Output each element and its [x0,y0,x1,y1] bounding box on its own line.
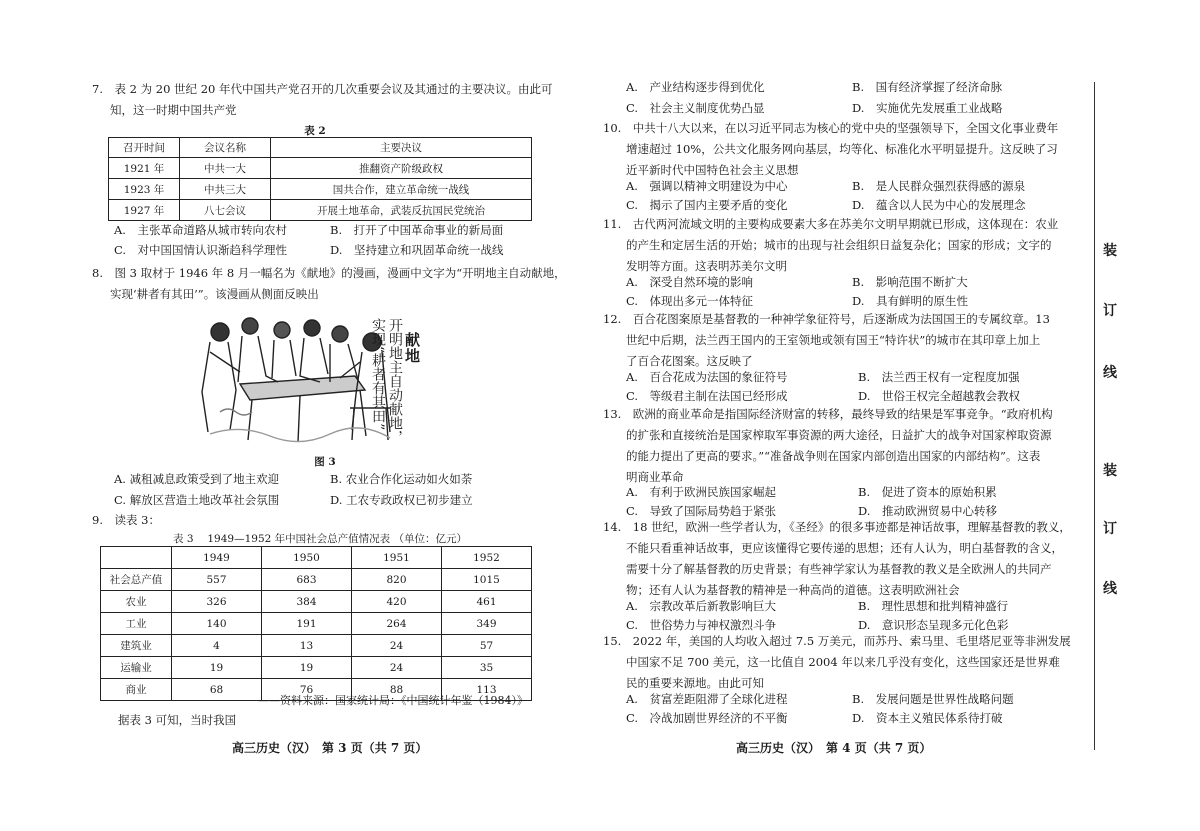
table3-source: ——资料来源：国家统计局：《中国统计年鉴（1984）》 [258,694,528,707]
q7-option-c: C. 对中国国情认识渐趋科学理性 [114,243,288,257]
q11-stem-line1: 11. 古代两河流域文明的主要构成要素大多在苏美尔文明早期就已形成，这体现在：农业 [603,217,1059,231]
binding-char: 订 [1103,521,1117,537]
table-cell: 140 [172,613,262,635]
table-cell: 八七会议 [180,200,271,221]
table-cell: 420 [352,591,442,613]
table2-header: 召开时间 [109,138,180,158]
table-cell: 461 [442,591,532,613]
table3-title: 表 3 1949—1952 年中国社会总产值情况表 （单位：亿元） [173,533,467,545]
table-cell: 683 [262,569,352,591]
cartoon-caption-line2: 实现“耕者有其田” [370,318,386,431]
table-cell: 68 [172,679,262,701]
table2 [108,137,532,221]
q9-stem-end: 据表 3 可知，当时我国 [118,713,237,727]
table-cell: 运输业 [101,657,172,679]
table-cell: 1927 年 [109,200,180,221]
q12-option-d: D. 世俗王权完全超越教会教权 [858,389,1020,403]
binding-char: 线 [1103,365,1117,381]
q14-stem-line4: 物；还有人认为基督教的精神是一种高尚的道德。这表明欧洲社会 [626,583,960,597]
q15-option-c: C. 冷战加剧世界经济的不平衡 [626,711,788,725]
q10-stem-line3: 近平新时代中国特色社会主义思想 [626,163,799,177]
q13-stem-line3: 的能力提出了更高的要求。”“准备战争则在国家内部创造出国家的内部结构”。这表 [626,449,1041,463]
table-cell: 384 [262,591,352,613]
table-cell: 工业 [101,613,172,635]
q13-option-b: B. 促进了资本的原始积累 [858,485,997,499]
q9-option-c: C. 社会主义制度优势凸显 [626,101,765,115]
table-cell: 264 [352,613,442,635]
q14-option-a: A. 宗教改革后新教影响巨大 [626,599,776,613]
q15-option-d: D. 资本主义殖民体系待打破 [852,711,1003,725]
q10-option-d: D. 蕴含以人民为中心的发展理念 [852,198,1026,212]
q7-option-d: D. 坚持建立和巩固革命统一战线 [330,243,504,257]
table-cell: 1923 年 [109,179,180,200]
q11-stem-line3: 发明等方面。这表明苏美尔文明 [626,259,787,273]
table-row [101,657,532,679]
q14-stem-line1: 14. 18 世纪，欧洲一些学者认为，《圣经》的很多事迹都是神话故事，理解基督教的教义， [603,520,1071,534]
q12-stem-line1: 12. 百合花图案原是基督教的一种神学象征符号，后逐渐成为法国国王的专属纹章。13 [603,312,1050,326]
q8-option-b: B. 农业合作化运动如火如荼 [330,472,473,486]
q12-option-a: A. 百合花成为法国的象征符号 [626,370,788,384]
page-footer-right: 高三历史（汉） 第 4 页（共 7 页） [736,741,932,755]
table-cell: 88 [352,679,442,701]
table-cell: 农业 [101,591,172,613]
binding-line [1094,82,1095,750]
q7-stem-line1: 7. 表 2 为 20 世纪 20 年代中国共产党召开的几次重要会议及其通过的主要决议。由此可 [92,82,553,96]
table2-header: 会议名称 [180,138,271,158]
figure3-label: 图 3 [314,456,336,468]
q12-option-c: C. 等级君主制在法国已经形成 [626,389,788,403]
q12-stem-line2: 世纪中后期，法兰西王国内的王室领地或领有国王“特许状”的城市在其印章上加上 [626,333,1041,347]
cartoon-caption-title: 献地 [403,332,421,364]
table-cell: 国共合作，建立革命统一战线 [271,179,532,200]
cartoon-figure [180,312,440,450]
q11-option-c: C. 体现出多元一体特征 [626,294,754,308]
table-row [101,591,532,613]
table-row [101,635,532,657]
q10-option-a: A. 强调以精神文明建设为中心 [626,179,788,193]
binding-char: 订 [1103,303,1117,319]
page-footer-left: 高三历史（汉） 第 3 页（共 7 页） [232,741,428,755]
table2-header: 主要决议 [271,138,532,158]
q8-stem-line2: 实现‘耕者有其田’”。该漫画从侧面反映出 [110,287,319,301]
q14-stem-line3: 需要十分了解基督教的历史背景；有些神学家认为基督教的教义是全欧洲人的共同产 [626,562,1052,576]
q15-stem-line1: 15. 2022 年，美国的人均收入超过 7.5 万美元，而苏丹、索马里、毛里塔尼亚等非洲发展 [603,634,1071,648]
q11-option-b: B. 影响范围不断扩大 [852,275,968,289]
table-row [101,613,532,635]
table-cell: 349 [442,613,532,635]
q9-stem: 9. 读表 3： [92,513,160,527]
q10-option-c: C. 揭示了国内主要矛盾的变化 [626,198,788,212]
q14-option-c: C. 世俗势力与神权激烈斗争 [626,618,777,632]
q11-stem-line2: 的产生和定居生活的开始；城市的出现与社会组织日益复杂化；国家的形成；文字的 [626,238,1052,252]
q8-option-c: C. 解放区营造土地改革社会氛围 [114,493,280,507]
table-cell: 24 [352,635,442,657]
q8-option-a: A. 减租减息政策受到了地主欢迎 [114,472,280,486]
q13-stem-line1: 13. 欧洲的商业革命是指国际经济财富的转移，最终导致的结果是军事竞争。“政府机构 [603,407,1053,421]
q15-stem-line2: 中国家不足 700 美元，这一比值自 2004 年以来几乎没有变化，这些国家还是世界难 [626,655,1060,669]
binding-char: 装 [1103,463,1117,479]
cartoon-caption-line1: 开明地主自动献地， [387,318,403,444]
table-cell: 24 [352,657,442,679]
q12-stem-line3: 了百合花图案。这反映了 [626,354,753,368]
q13-stem-line4: 明商业革命 [626,470,684,484]
q14-option-d: D. 意识形态呈现多元化色彩 [858,618,1009,632]
table-cell: 中共三大 [180,179,271,200]
table3-header: 1951 [352,547,442,569]
table-cell: 19 [262,657,352,679]
table-row [101,569,532,591]
q15-option-b: B. 发展问题是世界性战略问题 [852,692,1014,706]
table3-header: 1952 [442,547,532,569]
q11-option-a: A. 深受自然环境的影响 [626,275,753,289]
table-cell: 商业 [101,679,172,701]
q14-stem-line2: 不能只看重神话故事，更应该懂得它要传递的思想；还有人认为，明白基督教的含义， [626,541,1063,555]
table-cell: 557 [172,569,262,591]
q13-option-d: D. 推动欧洲贸易中心转移 [858,504,997,518]
q12-option-b: B. 法兰西王权有一定程度加强 [858,370,1020,384]
q9-option-a: A. 产业结构逐步得到优化 [626,80,765,94]
table-cell: 57 [442,635,532,657]
table-cell: 1921 年 [109,158,180,179]
q9-option-b: B. 国有经济掌握了经济命脉 [852,80,1003,94]
table3-header: 1950 [262,547,352,569]
binding-char: 装 [1103,243,1117,259]
q7-option-a: A. 主张革命道路从城市转向农村 [114,223,287,237]
q14-option-b: B. 理性思想和批判精神盛行 [858,599,1009,613]
binding-char: 线 [1103,581,1117,597]
table-cell: 113 [442,679,532,701]
table-cell: 326 [172,591,262,613]
q15-stem-line3: 民的重要来源地。由此可知 [626,676,764,690]
table-row [109,158,532,179]
q10-option-b: B. 是人民群众强烈获得感的源泉 [852,179,1026,193]
table-cell: 820 [352,569,442,591]
q13-option-c: C. 导致了国际局势趋于紧张 [626,504,777,518]
table-cell: 76 [262,679,352,701]
q8-stem-line1: 8. 图 3 取材于 1946 年 8 月一幅名为《献地》的漫画，漫画中文字为“开明地主自动献地， [92,266,566,280]
table-cell: 开展土地革命，武装反抗国民党统治 [271,200,532,221]
table3-header [101,547,172,569]
q7-stem-line2: 知，这一时期中国共产党 [110,103,237,117]
table-cell: 推翻资产阶级政权 [271,158,532,179]
table-cell: 社会总产值 [101,569,172,591]
table-cell: 13 [262,635,352,657]
table-row [109,179,532,200]
q10-stem-line1: 10. 中共十八大以来，在以习近平同志为核心的党中央的坚强领导下，全国文化事业费年 [603,121,1059,135]
table-cell: 建筑业 [101,635,172,657]
table-cell: 35 [442,657,532,679]
table-cell: 191 [262,613,352,635]
q11-option-d: D. 具有鲜明的原生性 [852,294,968,308]
table2-title: 表 2 [304,125,326,137]
q10-stem-line2: 增速超过 10%，公共文化服务网向基层，均等化、标准化水平明显提升。这反映了习 [626,142,1058,156]
table-cell: 1015 [442,569,532,591]
q13-stem-line2: 的扩张和直接统治是国家榨取军事资源的两大途径，日益扩大的战争对国家榨取资源 [626,428,1052,442]
table-cell: 中共一大 [180,158,271,179]
q9-option-d: D. 实施优先发展重工业战略 [852,101,1003,115]
q13-option-a: A. 有利于欧洲民族国家崛起 [626,485,776,499]
table-cell: 19 [172,657,262,679]
q7-option-b: B. 打开了中国革命事业的新局面 [330,223,504,237]
table-row [109,200,532,221]
table3 [100,546,532,701]
table-cell: 4 [172,635,262,657]
table3-header: 1949 [172,547,262,569]
q8-option-d: D. 工农专政政权已初步建立 [330,493,473,507]
q15-option-a: A. 贫富差距阻滞了全球化进程 [626,692,788,706]
